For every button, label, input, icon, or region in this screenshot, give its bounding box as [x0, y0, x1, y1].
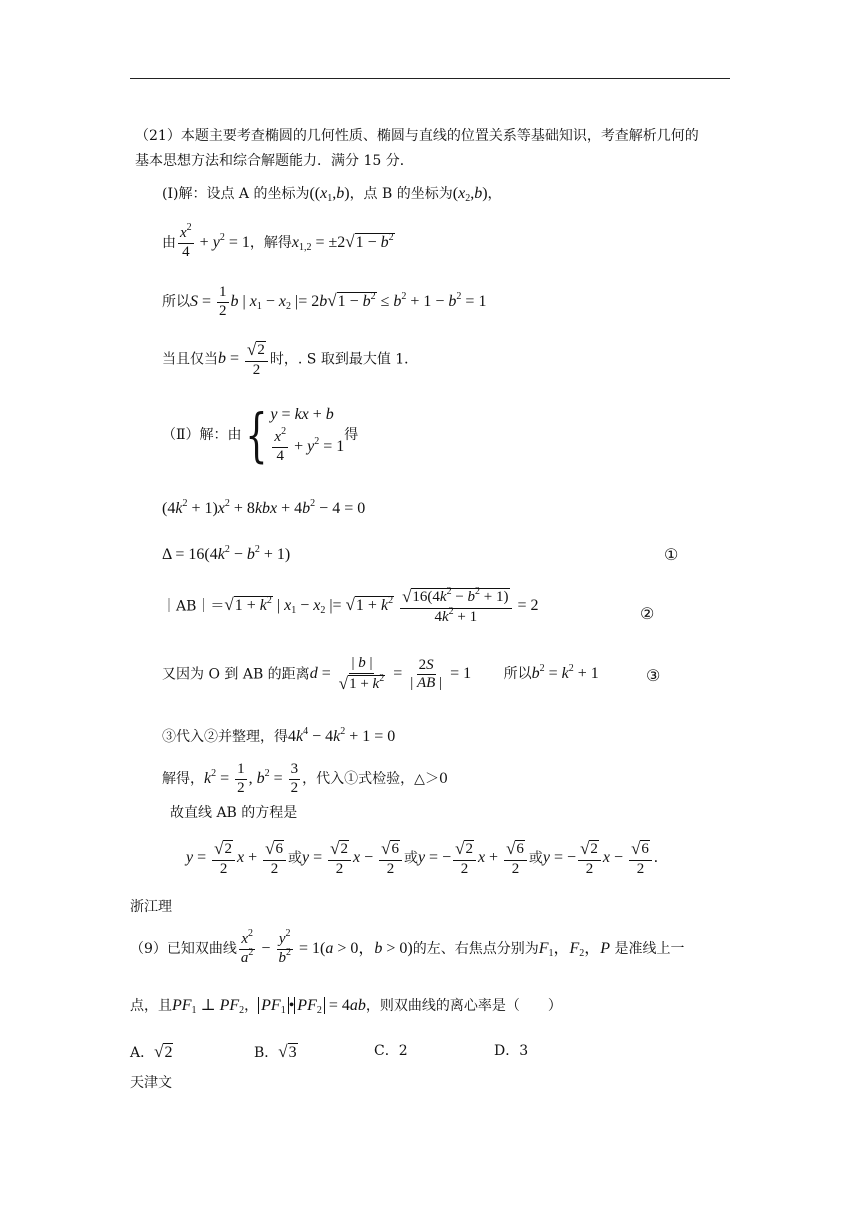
q9-options	[130, 1042, 529, 1062]
marker-3: ③	[646, 666, 661, 685]
header-rule	[130, 78, 730, 79]
distance-equation: 又因为 O 到 AB 的距离d = | b | √ $1 + k^2$ = $\frac{2S}{| AB |}$ = 1 所以$b^2 = k^2 + 1$	[162, 655, 599, 693]
option-b: B． √ 3	[254, 1042, 297, 1061]
substitution: ③代入②并整理，得$4k^4 - 4k^2 + 1 = 0$	[162, 726, 396, 745]
max-condition: 当且仅当b = √ 2 2 时，. S 取到最大值 1．	[162, 340, 419, 378]
chord-length: ｜AB｜＝ √ $1 + k^2$ | $x_1 - x_2$ |= √ $1 + k^2$ √ $16(4k^2 - b^2 + 1)$ $4k^2 + 1$ = 2	[162, 586, 539, 625]
intro-line-1: （21）本题主要考查椭圆的几何性质、椭圆与直线的位置关系等基础知识，考查解析几何的	[135, 128, 699, 144]
option-a: A． √ 2	[130, 1042, 173, 1061]
q9-line-2: 点，且$PF_1$ ⊥ $PF_2$， $PF_1$ • $PF_2 = 4ab$，则双曲线的离心率是（ ）	[130, 997, 562, 1016]
section-tianjin: 天津文	[130, 1075, 172, 1091]
line-intro: 故直线 AB 的方程是	[170, 805, 298, 821]
marker-1: ①	[664, 545, 679, 564]
option-d: D．3	[494, 1043, 529, 1059]
q9-line-1: （9）已知双曲线 $\frac{x^2}{a^2}$ − $\frac{y^2}{b^2}$ = 1(a > 0，b > 0)的左、右焦点分别为$F_1$，$F_2$，P 是准线上一	[130, 928, 685, 966]
part2-system: （Ⅱ）解：由{ y = kx + b $\frac{x^2}{4}$ + $y^2 = 1$ 得	[162, 400, 359, 469]
quadratic-equation: $(4k^2 + 1)x^2 + 8kbx + 4b^2 - 4 = 0$	[162, 498, 366, 517]
solution: 解得，$k^2$ = $\frac{1}{2}$ , $b^2$ = $\frac{3}{2}$ ，代入①式检验，△＞0	[162, 761, 448, 796]
part1-setup: (I)解：设点 A 的坐标为($(x_1,b)$，点 B 的坐标为$(x_2,b)$，	[162, 185, 502, 204]
ellipse-equation: 由 $\frac{x^2}{4}$ + $y^2 = 1$，解得$x_{1,2} = \pm 2$ √ $1 - b^2$	[162, 222, 394, 260]
discriminant: $\Delta = 16(4k^2 - b^2 + 1)$	[162, 544, 291, 563]
marker-2: ②	[640, 604, 655, 623]
area-equation: 所以S = $\frac{1}{2}$ b | $x_1 - x_2$ |= 2b √ $1 - b^2$ ≤ $b^2 + 1 - b^2 = 1$	[162, 284, 487, 319]
line-equations: y = √ 2 2 x + √ 6 2 或y = √ 2 2 x − √ 6 2 或y = − √ 2 2 x + √ 6 2 或y = − √ 2 2 x − √ 6 2 .	[186, 839, 658, 877]
intro-line-2: 基本思想方法和综合解题能力．满分 15 分．	[135, 153, 414, 169]
section-zhejiang: 浙江理	[130, 899, 172, 915]
option-c: C．2	[374, 1043, 408, 1059]
